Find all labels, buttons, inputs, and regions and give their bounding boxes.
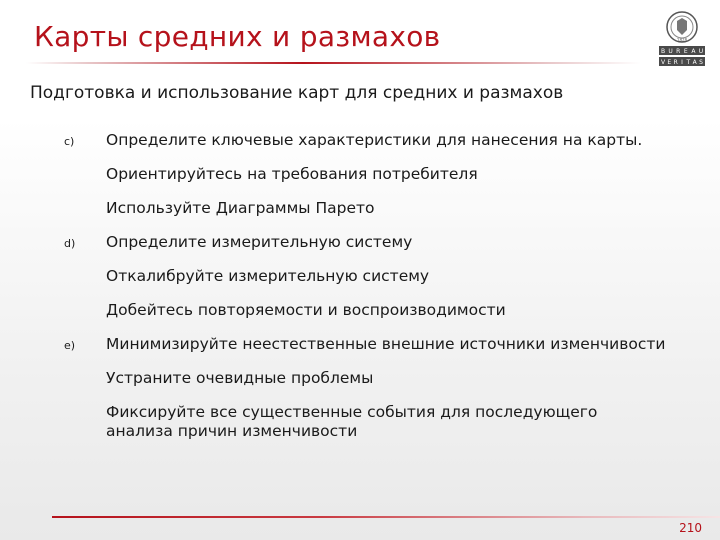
logo-letter: V	[660, 58, 666, 66]
sub-item: Ориентируйтесь на требования потребителя	[106, 165, 478, 183]
list-marker: e)	[64, 339, 76, 352]
logo-letter: I	[681, 58, 683, 66]
title-divider	[26, 62, 641, 64]
logo-letter: B	[660, 47, 666, 55]
sub-item: Откалибруйте измерительную систему	[106, 267, 430, 285]
list-item-text: Определите ключевые характеристики для нанесения на карты.	[106, 131, 643, 149]
logo-letter: T	[686, 58, 691, 66]
slide-title: Карты средних и размахов	[34, 20, 441, 53]
page-number: 210	[679, 521, 702, 535]
logo-letter: U	[668, 47, 673, 55]
logo-letter: E	[667, 58, 672, 66]
logo-letter: U	[698, 47, 704, 55]
sub-item: Фиксируйте все существенные события для последующего анализа причин изменчивости	[106, 403, 598, 440]
list-item	[64, 233, 674, 252]
footer-divider	[52, 516, 720, 518]
list-item-text: Определите измерительную систему	[106, 233, 413, 251]
list-item	[64, 131, 674, 150]
slide-subtitle: Подготовка и использование карт для средних и размахов	[30, 83, 564, 103]
logo-letter: A	[692, 58, 697, 66]
list-item	[64, 335, 674, 354]
logo-year: 1828	[676, 37, 688, 43]
logo-letter: A	[691, 47, 696, 55]
logo-letter: R	[673, 58, 678, 66]
bureau-veritas-logo-icon	[654, 8, 710, 70]
bullet-list	[64, 131, 674, 441]
logo-letter: S	[699, 58, 703, 66]
list-marker: c)	[64, 135, 75, 148]
list-item-text: Минимизируйте неестественные внешние источники изменчивости	[106, 335, 666, 353]
sub-item: Добейтесь повторяемости и воспроизводимости	[106, 301, 506, 319]
list-marker: d)	[64, 237, 76, 250]
logo-letter: R	[676, 47, 681, 55]
logo-letter: E	[683, 47, 688, 55]
sub-item: Используйте Диаграммы Парето	[106, 199, 375, 217]
sub-item: Устраните очевидные проблемы	[106, 369, 374, 387]
